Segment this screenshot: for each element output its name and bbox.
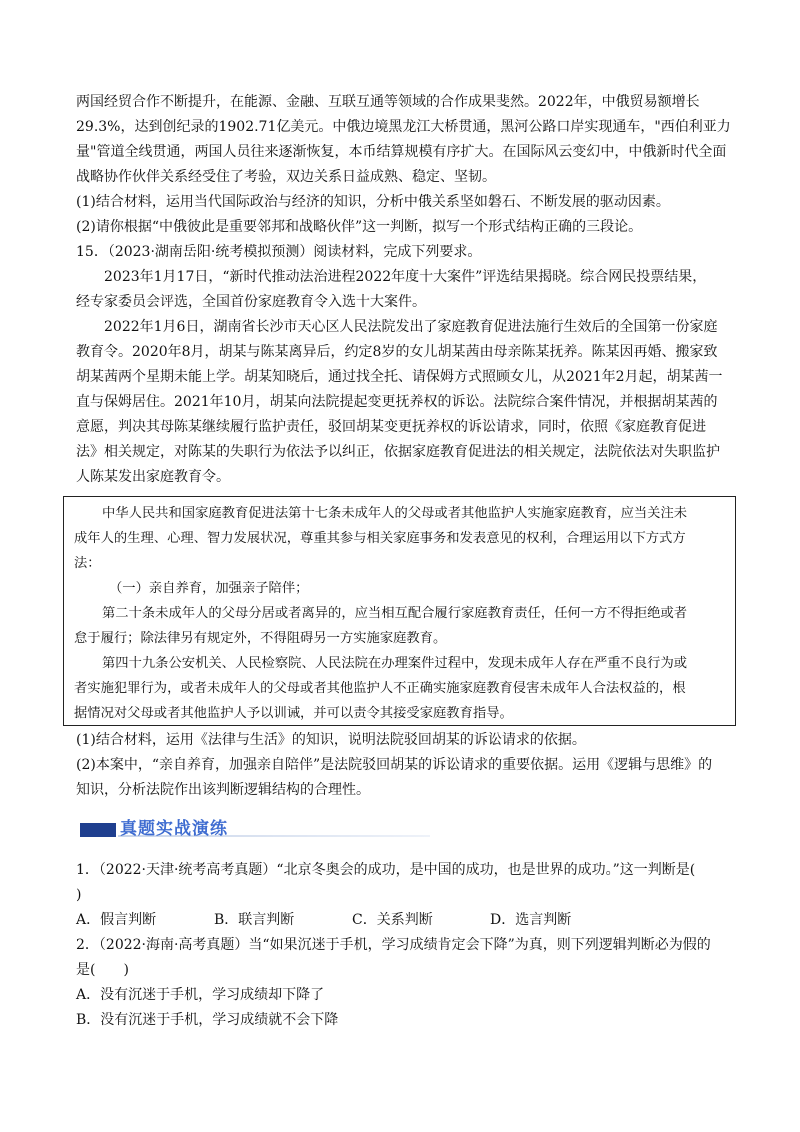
q15-questions [76, 728, 728, 803]
mc1-stem: 1．（2022·天津·统考高考真题）“北京冬奥会的成功，是中国的成功，也是世界的成功。”这一判断是( [76, 862, 696, 878]
q15-para2-line: 胡某茜两个星期未能上学。胡某知晓后，通过找全托、请保姆方式照顾女儿，从2021年2月起，胡某茜一 [76, 369, 723, 385]
q14-question-2: (2)请你根据“中俄彼此是重要邻邦和战略伙伴”这一判断，拟写一个形式结构正确的三段论。 [76, 219, 643, 235]
q15-question-2-cont: 知识，分析法院作出该判断逻辑结构的合理性。 [76, 782, 370, 798]
mc2-option-b[interactable]: B．没有沉迷于手机，学习成绩就不会下降 [76, 1012, 339, 1028]
q14-material-line: 29.3%，达到创纪录的1902.71亿美元。中俄边境黑龙江大桥贯通，黑河公路口岸实现通车，"西伯利亚力 [76, 119, 731, 135]
q15-para2-line: 意愿，判决其母陈某继续履行监护责任，驳回胡某变更抚养权的诉讼请求，同时，依照《家庭教育促进 [76, 419, 706, 435]
q14-material-line: 战略协作伙伴关系经受住了考验，双边关系日益成熟、稳定、坚韧。 [76, 169, 496, 185]
q14-material-line: 两国经贸合作不断提升，在能源、金融、互联互通等领域的合作成果斐然。2022年，中俄贸易额增长 [76, 94, 700, 110]
mc1-stem-cont: ) [76, 887, 82, 903]
mc2-stem: 2．（2022·海南·高考真题）当“如果沉迷于手机，学习成绩肯定会下降”为真，则下列逻辑判断必为假的 [76, 937, 711, 953]
q15-header: 15．（2023·湖南岳阳·统考模拟预测）阅读材料，完成下列要求。 [76, 244, 482, 260]
q14-material-line: 量"管道全线贯通，两国人员往来逐渐恢复，本币结算规模有序扩大。在国际风云变幻中，中俄新时代全面 [76, 144, 727, 160]
law-excerpt-box [63, 496, 736, 726]
law-art17-line: 中华人民共和国家庭教育促进法第十七条未成年人的父母或者其他监护人实施家庭教育，应当关注未 [102, 506, 688, 521]
page-body [76, 90, 731, 490]
q15-para2-line: 人陈某发出家庭教育令。 [76, 469, 230, 485]
law-art17-line: 成年人的生理、心理、智力发展状况，尊重其参与相关家庭事务和发表意见的权利，合理运用以下方式方 [74, 531, 686, 546]
mc2-option-a[interactable]: A．没有沉迷于手机，学习成绩却下降了 [76, 987, 325, 1003]
mc1-option-b[interactable]: B．联言判断 [214, 912, 295, 928]
q15-para2-line: 直与保姆居住。2021年10月，胡某向法院提起变更抚养权的诉讼。法院综合案件情况，并根据胡某茜的 [76, 394, 718, 410]
q15-para1-line: 2023年1月17日，“新时代推动法治进程2022年度十大案件”评选结果揭晓。综合网民投票结果， [104, 269, 707, 285]
mc1-option-a[interactable]: A．假言判断 [76, 912, 157, 928]
law-art49-line: 者实施犯罪行为，或者未成年人的父母或者其他监护人不正确实施家庭教育侵害未成年人合法权益的，根 [74, 681, 686, 696]
law-art49-line: 第四十九条公安机关、人民检察院、人民法院在办理案件过程中，发现未成年人存在严重不良行为或 [102, 656, 688, 671]
law-art17-line: 法： [74, 556, 101, 571]
banner-bar [80, 823, 116, 837]
q15-question-1: (1)结合材料，运用《法律与生活》的知识，说明法院驳回胡某的诉讼请求的依据。 [76, 732, 586, 748]
q15-para2-line: 法》相关规定，对陈某的失职行为依法予以纠正，依据家庭教育促进法的相关规定，法院依法对失职监护 [76, 444, 720, 460]
mc-section [76, 858, 728, 1033]
q15-para2-line: 教育令。2020年8月，胡某与陈某离异后，约定8岁的女儿胡某茜由母亲陈某抚养。陈某因再婚、搬家致 [76, 344, 718, 360]
mc2-stem-cont: 是( ) [76, 962, 129, 978]
q15-question-2: (2)本案中，“亲自养育，加强亲自陪伴”是法院驳回胡某的诉讼请求的重要依据。运用《逻辑与思维》的 [76, 757, 713, 773]
section-banner [80, 814, 430, 838]
mc1-option-d[interactable]: D．选言判断 [490, 912, 572, 928]
mc1-option-c[interactable]: C．关系判断 [352, 912, 433, 928]
law-art20-line: 第二十条未成年人的父母分居或者离异的，应当相互配合履行家庭教育责任，任何一方不得拒绝或者 [102, 606, 688, 621]
law-art20-line: 怠于履行；除法律另有规定外，不得阻碍另一方实施家庭教育。 [74, 631, 447, 646]
law-art49-line: 据情况对父母或者其他监护人予以训诫，并可以责令其接受家庭教育指导。 [74, 706, 513, 721]
section-title: 真题实战演练 [120, 819, 228, 839]
q14-question-1: (1)结合材料，运用当代国际政治与经济的知识，分析中俄关系坚如磐石、不断发展的驱动因素。 [76, 194, 670, 210]
q15-para2-line: 2022年1月6日，湖南省长沙市天心区人民法院发出了家庭教育促进法施行生效后的全国第一份家庭 [104, 319, 718, 335]
mc1-options [76, 908, 728, 933]
q15-para1-line: 经专家委员会评选，全国首份家庭教育令入选十大案件。 [76, 294, 426, 310]
law-item1: （一）亲自养育，加强亲子陪伴； [109, 581, 309, 596]
